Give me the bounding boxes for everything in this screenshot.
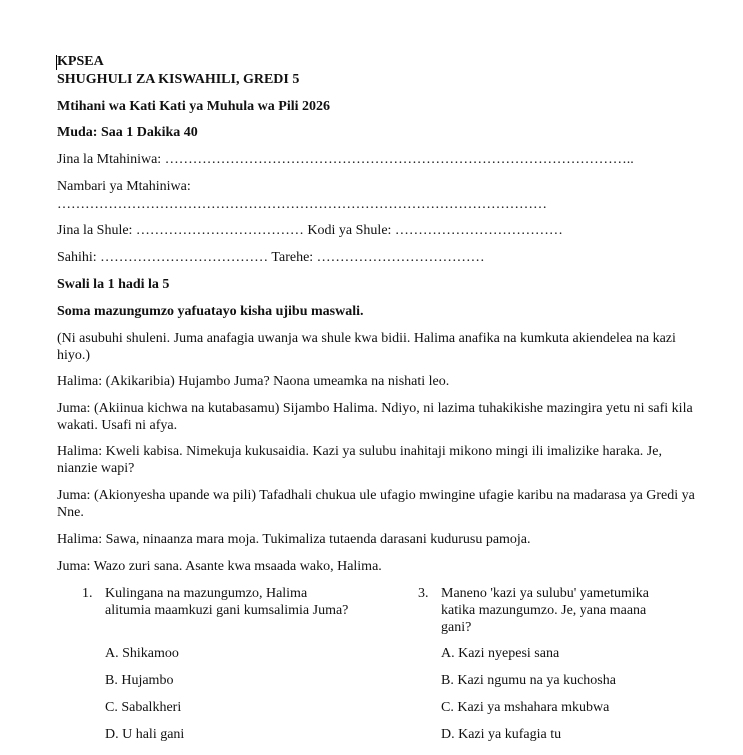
exam-title: Mtihani wa Kati Kati ya Muhula wa Pili 2026: [57, 99, 331, 114]
candidate-number-label: Nambari ya Mtahiniwa:: [57, 179, 191, 194]
answer-option[interactable]: C. Sabalkheri: [105, 700, 182, 715]
answer-option[interactable]: D. U hali gani: [105, 727, 185, 742]
question-number: 3.: [418, 586, 429, 601]
section-title: Swali la 1 hadi la 5: [57, 277, 170, 292]
passage-paragraph: (Ni asubuhi shuleni. Juma anafagia uwanja wa shule kwa bidii. Halima anafika na kumkuta akiendelea na kazi hiyo.): [57, 331, 676, 363]
passage-paragraph: Juma: (Akionyesha upande wa pili) Tafadhali chukua ule ufagio mwingine ufagie karibu na madarasa ya Gredi ya Nne.: [57, 488, 695, 520]
section-instruction: Soma mazungumzo yafuatayo kisha ujibu maswali.: [57, 304, 364, 319]
candidate-name-field: Jina la Mtahiniwa: ………………………………………………………………………………………..: [57, 152, 634, 167]
answer-option[interactable]: B. Kazi ngumu na ya kuchosha: [441, 673, 616, 688]
question-text: Kulingana na mazungumzo, Halima alitumia maamkuzi gani kumsalimia Juma?: [105, 586, 349, 618]
answer-option[interactable]: D. Kazi ya kufagia tu: [441, 727, 562, 742]
passage-paragraph: Halima: Kweli kabisa. Nimekuja kukusaidia. Kazi ya sulubu inahitaji mikono mingi ili imalizike haraka. Je, nianzie wapi?: [57, 444, 662, 476]
passage-paragraph: Juma: Wazo zuri sana. Asante kwa msaada wako, Halima.: [57, 559, 382, 574]
school-row: Jina la Shule: ……………………………… Kodi ya Shule: ………………………………: [57, 223, 563, 238]
subject-title: SHUGHULI ZA KISWAHILI, GREDI 5: [57, 72, 300, 87]
passage-paragraph: Halima: Sawa, ninaanza mara moja. Tukimaliza tutaenda darasani kudurusu pamoja.: [57, 532, 531, 547]
candidate-number-line: ……………………………………………………………………………………………: [57, 197, 547, 212]
answer-option[interactable]: A. Shikamoo: [105, 646, 179, 661]
answer-option[interactable]: C. Kazi ya mshahara mkubwa: [441, 700, 610, 715]
exam-body: KPSEA: [57, 54, 104, 69]
question-text: Maneno 'kazi ya sulubu' yametumika katika mazungumzo. Je, yana maana gani?: [441, 586, 649, 635]
signature-row: Sahihi: ……………………………… Tarehe: ………………………………: [57, 250, 485, 265]
passage-paragraph: Juma: (Akiinua kichwa na kutabasamu) Sijambo Halima. Ndiyo, ni lazima tuhakikishe mazingira yetu ni safi kila wakati. Usafi ni afya.: [57, 401, 693, 433]
question-number: 1.: [82, 586, 93, 601]
answer-option[interactable]: B. Hujambo: [105, 673, 174, 688]
answer-option[interactable]: A. Kazi nyepesi sana: [441, 646, 560, 661]
exam-duration: Muda: Saa 1 Dakika 40: [57, 125, 198, 140]
passage-paragraph: Halima: (Akikaribia) Hujambo Juma? Naona umeamka na nishati leo.: [57, 374, 450, 389]
